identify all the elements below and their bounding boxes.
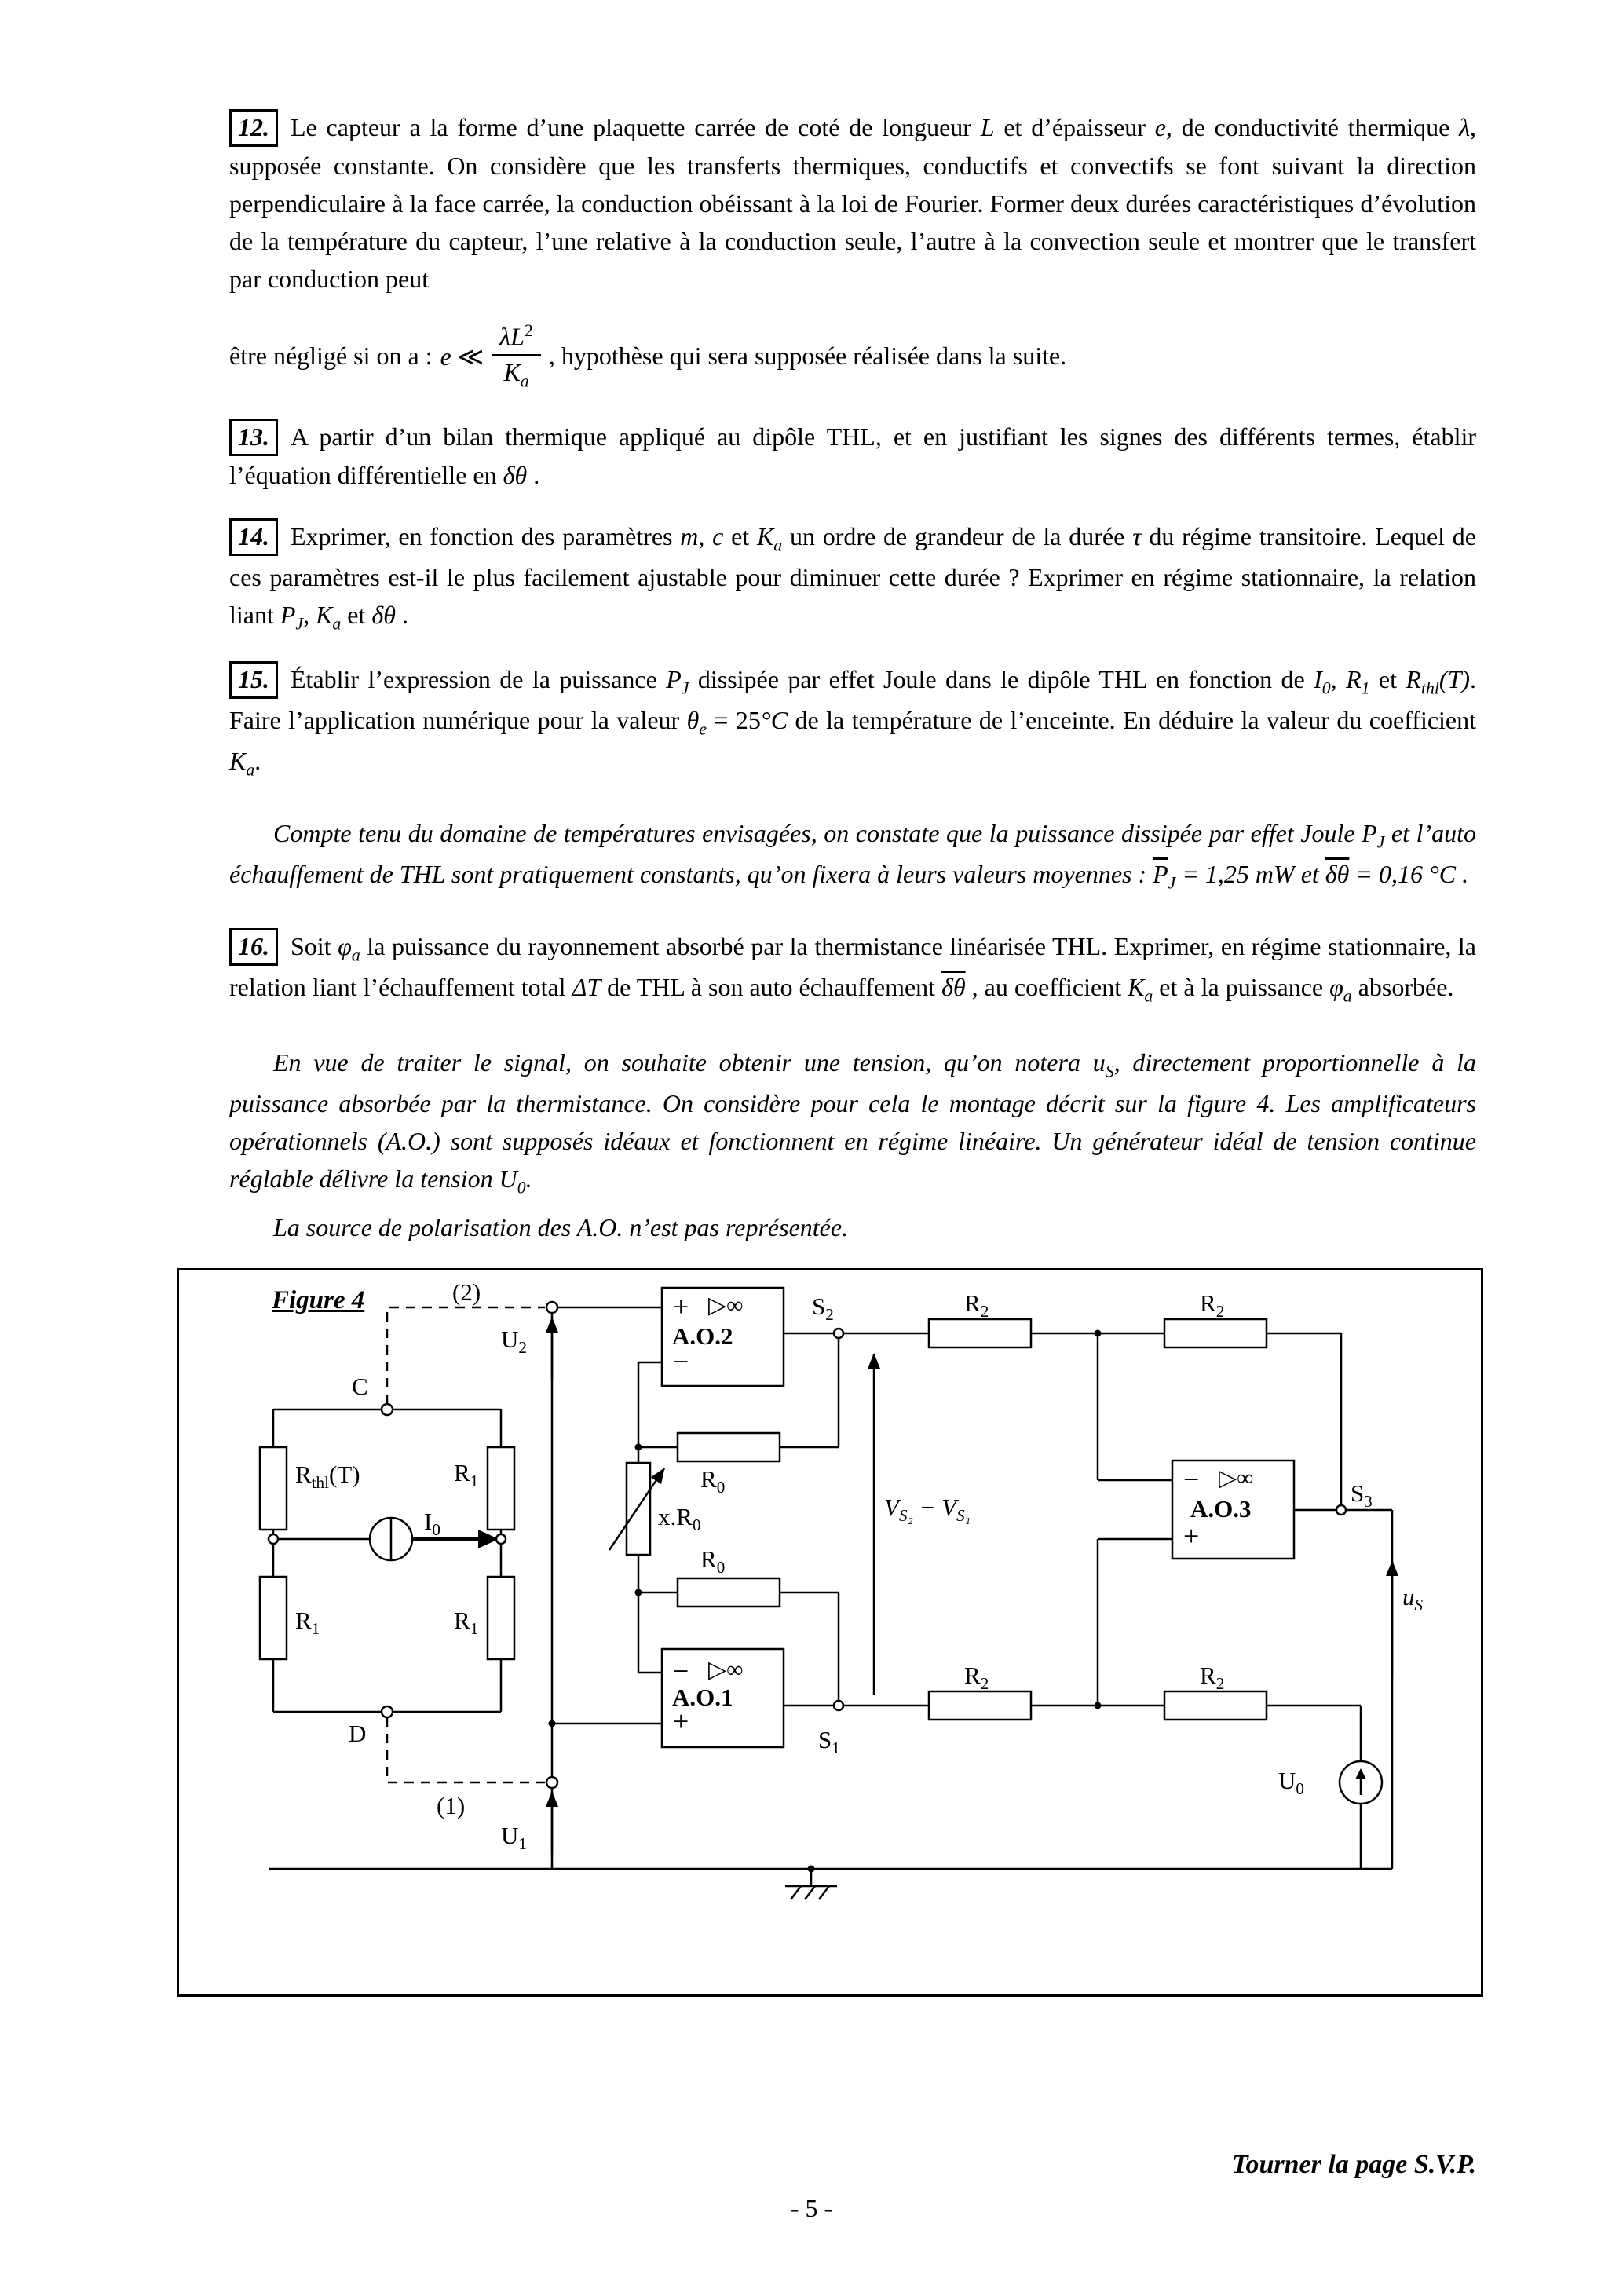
ao3-name: A.O.3 bbox=[1190, 1495, 1252, 1523]
resistor-r0-top-label: $R_0$ bbox=[700, 1465, 726, 1497]
resistor-r2-bottomright-label: $R_2$ bbox=[1200, 1662, 1225, 1694]
note-signal: En vue de traiter le signal, on souhaite obtenir une tension, qu’on notera $u_S$, directement proportionnelle à la puissance absorbée par la thermistance. On considère pour cela le montage décrit sur la figure 4. Les amplificateurs opérationnels (A.O.) sont supposés idéaux et fonctionnent en régime linéaire. Un générateur idéal de tension continue réglable délivre la tension $U_0$. bbox=[229, 1048, 1477, 1197]
question-15-text: Établir l’expression de la puissance $P_J$ dissipée par effet Joule dans le dipôle THL en fonction de $I_0$, $R_1$ et $R_{thl}(T)$. Faire l’application numérique pour la valeur $\theta_e = 25^\circ C$ de la température de l’enceinte. En déduire la valeur du coefficient $K_a$. bbox=[229, 665, 1477, 780]
ao2-name: A.O.2 bbox=[672, 1322, 733, 1351]
resistor-r1-bottomright-label: $R_1$ bbox=[454, 1607, 479, 1639]
page-number: - 5 - bbox=[790, 2194, 833, 2222]
node-c-label: C bbox=[352, 1373, 368, 1401]
question-14-text: Exprimer, en fonction des paramètres m, c et $K_a$ un ordre de grandeur de la durée τ du régime transitoire. Lequel de ces paramètres est-il le plus facilement ajustable pour diminuer cette durée ? Exprimer en régime stationnaire, la relation liant $P_J$, $K_a$ et δθ . bbox=[229, 522, 1476, 634]
figure-4 bbox=[177, 1268, 1483, 1997]
exam-content bbox=[229, 108, 1476, 1997]
resistor-r0-bottom-label: $R_0$ bbox=[700, 1545, 726, 1578]
formula-lhs: e ≪ bbox=[440, 342, 484, 371]
question-16-text: Soit $\varphi_a$ la puissance du rayonnement absorbé par la thermistance linéarisée THL. Exprimer, en régime stationnaire, la relation liant l’échauffement total ΔT de THL à son auto échauffement $\overline{\delta\theta}$ , au coefficient $K_a$ et à la puissance $\varphi_a$ absorbée. bbox=[229, 932, 1477, 1006]
circuit-diagram bbox=[179, 1270, 1481, 1994]
question-12-text: Le capteur a la forme d’une plaquette carrée de coté de longueur L et d’épaisseur e, de conductivité thermique λ, supposée constante. On considère que les transferts thermiques, conductifs et convectifs se font suivant la direction perpendiculaire à la face carrée, la conduction obéissant à la loi de Fourier. Former deux durées caractéristiques d’évolution de la température du capteur, l’une relative à la conduction seule, l’autre à la convection seule et montrer que le transfert par conduction peut bbox=[229, 113, 1477, 293]
ao1-minus-input-label: − bbox=[673, 1655, 689, 1687]
formula-prefix: être négligé si on a : bbox=[229, 342, 433, 371]
figure-title: Figure 4 bbox=[272, 1286, 365, 1315]
resistor-r1-bottomleft-label: $R_1$ bbox=[295, 1607, 320, 1639]
node-s3-label: $S_3$ bbox=[1351, 1479, 1373, 1512]
question-13-number: 13. bbox=[229, 419, 278, 456]
question-12 bbox=[229, 108, 1476, 298]
ao1-name: A.O.1 bbox=[672, 1684, 733, 1712]
resistor-r2-bottomleft-label: $R_2$ bbox=[964, 1662, 989, 1694]
question-13 bbox=[229, 418, 1476, 494]
output-us-label: $u_S$ bbox=[1402, 1583, 1424, 1615]
node-s2-label: $S_2$ bbox=[812, 1292, 834, 1325]
question-13-text: A partir d’un bilan thermique appliqué au dipôle THL, et en justifiant les signes des différents termes, établir l’équation différentielle en δθ . bbox=[229, 422, 1476, 490]
question-15 bbox=[229, 660, 1476, 783]
fraction bbox=[492, 321, 541, 391]
resistor-r2-topleft-label: $R_2$ bbox=[964, 1289, 989, 1322]
ao3-plus-input-label: + bbox=[1183, 1520, 1200, 1552]
question-12-number: 12. bbox=[229, 109, 278, 147]
resistor-r2-topright-label: $R_2$ bbox=[1200, 1289, 1225, 1322]
question-16 bbox=[229, 927, 1476, 1009]
turn-page-note: Tourner la page S.V.P. bbox=[1231, 2150, 1476, 2179]
question-14 bbox=[229, 517, 1476, 637]
node-s1-label: $S_1$ bbox=[818, 1726, 840, 1758]
question-15-number: 15. bbox=[229, 661, 278, 699]
terminal-2-label: (2) bbox=[452, 1278, 481, 1307]
node-d-label: D bbox=[349, 1720, 367, 1748]
ao2-minus-input-label: − bbox=[673, 1346, 689, 1378]
voltage-u1-label: $U_1$ bbox=[501, 1822, 527, 1854]
formula-suffix: , hypothèse qui sera supposée réalisée dans la suite. bbox=[548, 342, 1067, 371]
fraction-denominator: $K_a$ bbox=[503, 357, 529, 391]
ao1-gain-icon: ▷∞ bbox=[708, 1657, 744, 1684]
ao3-minus-input-label: − bbox=[1183, 1464, 1200, 1496]
voltage-u2-label: $U_2$ bbox=[501, 1325, 527, 1358]
note-values: Compte tenu du domaine de températures envisagées, on constate que la puissance dissipée par effet Joule $P_J$ et l’auto échauffement de THL sont pratiquement constants, qu’on fixera à leurs valeurs moyennes : $\overline{P}_J = 1,25$ mW et $\overline{\delta\theta} = 0,16$ °C . bbox=[229, 819, 1477, 893]
ao1-plus-input-label: + bbox=[673, 1706, 689, 1738]
fraction-numerator: $\lambda L^2$ bbox=[492, 321, 541, 356]
note-polarisation: La source de polarisation des A.O. n’est pas représentée. bbox=[273, 1213, 849, 1242]
source-u0-label: $U_0$ bbox=[1278, 1767, 1304, 1799]
resistor-r1-top-label: $R_1$ bbox=[454, 1459, 479, 1491]
thermistor-label: $R_{thl}(T)$ bbox=[295, 1461, 360, 1493]
question-14-number: 14. bbox=[229, 518, 278, 556]
question-12-formula bbox=[229, 321, 1476, 391]
ao3-gain-icon: ▷∞ bbox=[1219, 1465, 1254, 1492]
voltage-difference-label: $V_{S_2} - V_{S_1}$ bbox=[884, 1493, 971, 1526]
potentiometer-xr0-label: $x.R_0$ bbox=[658, 1503, 701, 1535]
ao2-gain-icon: ▷∞ bbox=[708, 1292, 744, 1319]
current-i0-label: $I_0$ bbox=[424, 1508, 440, 1540]
terminal-1-label: (1) bbox=[437, 1792, 466, 1820]
question-16-number: 16. bbox=[229, 928, 278, 966]
ao2-plus-input-label: + bbox=[673, 1291, 689, 1323]
